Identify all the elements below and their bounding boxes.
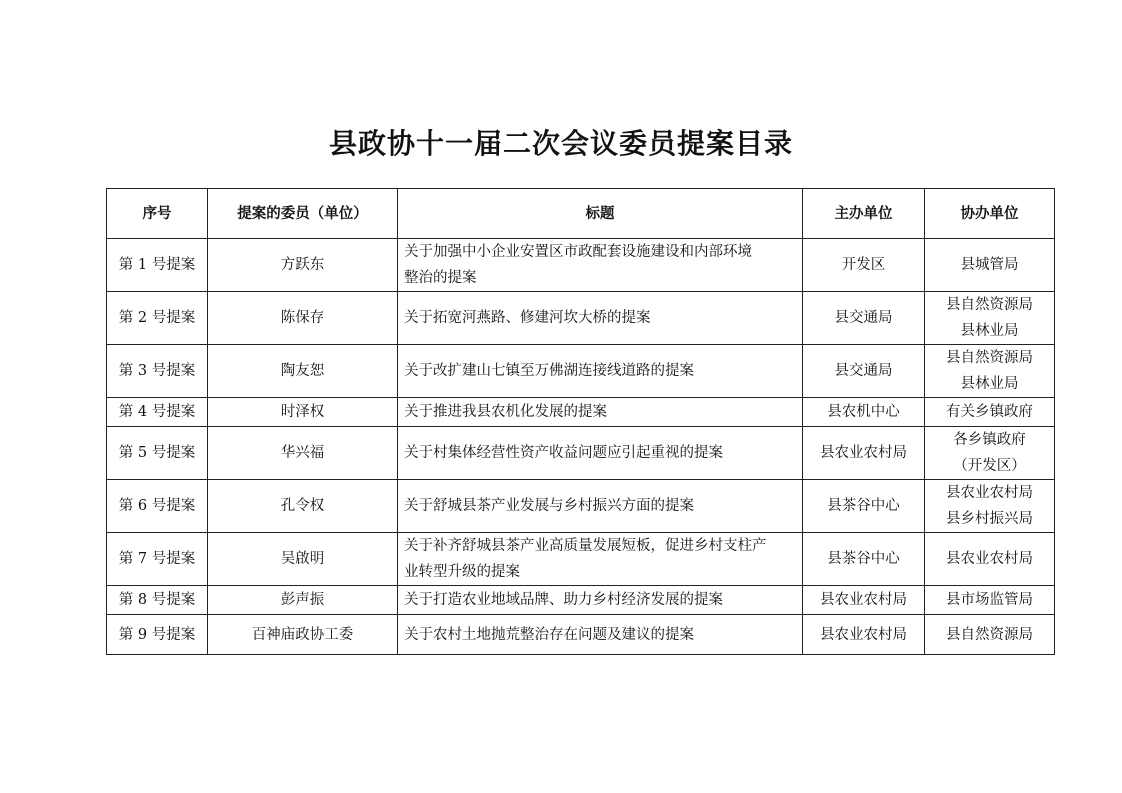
proposal-assist-unit (925, 239, 1055, 292)
proposal-assist-unit (925, 480, 1055, 533)
proposal-member: 彭声振 (208, 586, 398, 615)
proposal-lead-unit: 县农机中心 (803, 398, 925, 427)
assist-unit-line: 县城管局 (960, 257, 1019, 273)
proposal-assist-unit (925, 533, 1055, 586)
table-row (107, 615, 1055, 655)
table-row (107, 239, 1055, 292)
proposal-number: 第 8 号提案 (107, 586, 208, 615)
proposal-lead-unit: 县茶谷中心 (803, 480, 925, 533)
proposal-assist-unit (925, 345, 1055, 398)
assist-unit-line: 县自然资源局 (946, 350, 1033, 366)
table-row (107, 398, 1055, 427)
proposal-assist-unit (925, 398, 1055, 427)
proposal-title (398, 292, 803, 345)
assist-unit-line: 县自然资源局 (946, 297, 1033, 313)
proposal-number: 第 2 号提案 (107, 292, 208, 345)
proposal-number: 第 1 号提案 (107, 239, 208, 292)
header-member: 提案的委员（单位） (208, 189, 398, 239)
header-lead-unit: 主办单位 (803, 189, 925, 239)
proposal-member: 百神庙政协工委 (208, 615, 398, 655)
proposal-assist-unit (925, 586, 1055, 615)
assist-unit-line: 县林业局 (960, 376, 1019, 392)
proposal-lead-unit: 县茶谷中心 (803, 533, 925, 586)
assist-unit-line: 有关乡镇政府 (946, 404, 1033, 420)
assist-unit-line: 县自然资源局 (946, 626, 1033, 643)
proposal-title-line: 关于农村土地抛荒整治存在问题及建议的提案 (404, 626, 694, 643)
proposal-title-line: 关于舒城县茶产业发展与乡村振兴方面的提案 (404, 498, 694, 514)
proposal-member: 陈保存 (208, 292, 398, 345)
proposal-lead-unit: 县交通局 (803, 345, 925, 398)
table-row (107, 292, 1055, 345)
table-row (107, 586, 1055, 615)
assist-unit-line: 县林业局 (960, 323, 1019, 339)
proposal-title (398, 398, 803, 427)
assist-unit-line: （开发区） (953, 458, 1026, 474)
proposal-member: 方跃东 (208, 239, 398, 292)
assist-unit-line: 县农业农村局 (946, 551, 1033, 567)
assist-unit-line: 县农业农村局 (946, 485, 1033, 501)
proposal-number: 第 7 号提案 (107, 533, 208, 586)
proposal-title-line: 关于推进我县农机化发展的提案 (404, 404, 607, 420)
proposal-member: 时泽权 (208, 398, 398, 427)
proposal-member: 吴啟明 (208, 533, 398, 586)
proposal-number: 第 4 号提案 (107, 398, 208, 427)
assist-unit-line: 县乡村振兴局 (946, 511, 1033, 527)
assist-unit-line: 县市场监管局 (946, 592, 1033, 608)
table-row (107, 480, 1055, 533)
proposal-title-line: 整治的提案 (404, 270, 477, 286)
proposal-number: 第 5 号提案 (107, 427, 208, 480)
proposal-title (398, 615, 803, 655)
proposal-title (398, 427, 803, 480)
proposal-lead-unit: 开发区 (803, 239, 925, 292)
proposal-title-line: 关于村集体经营性资产收益问题应引起重视的提案 (404, 445, 723, 461)
assist-unit-line: 各乡镇政府 (953, 432, 1026, 448)
proposal-title-line: 关于加强中小企业安置区市政配套设施建设和内部环境 (404, 244, 752, 260)
proposal-assist-unit (925, 292, 1055, 345)
proposal-title (398, 239, 803, 292)
proposal-title (398, 533, 803, 586)
proposal-number: 第 3 号提案 (107, 345, 208, 398)
proposal-assist-unit (925, 615, 1055, 655)
page-title: 县政协十一届二次会议委员提案目录 (328, 127, 793, 160)
proposal-member: 陶友恕 (208, 345, 398, 398)
table-row (107, 533, 1055, 586)
proposal-table (106, 188, 1055, 655)
header-number: 序号 (107, 189, 208, 239)
proposal-lead-unit: 县农业农村局 (803, 615, 925, 655)
proposal-title-line: 关于改扩建山七镇至万佛湖连接线道路的提案 (404, 363, 694, 379)
proposal-title (398, 586, 803, 615)
proposal-title-line: 业转型升级的提案 (404, 564, 520, 580)
table-row (107, 345, 1055, 398)
proposal-member: 孔令权 (208, 480, 398, 533)
proposal-assist-unit (925, 427, 1055, 480)
proposal-lead-unit: 县农业农村局 (803, 586, 925, 615)
proposal-title (398, 480, 803, 533)
header-title: 标题 (398, 189, 803, 239)
proposal-title-line: 关于补齐舒城县茶产业高质量发展短板，促进乡村支柱产 (404, 538, 767, 554)
proposal-lead-unit: 县农业农村局 (803, 427, 925, 480)
table-row (107, 427, 1055, 480)
header-assist-unit: 协办单位 (925, 189, 1055, 239)
proposal-title-line: 关于拓宽河燕路、修建河坎大桥的提案 (404, 310, 651, 326)
proposal-number: 第 6 号提案 (107, 480, 208, 533)
proposal-title-line: 关于打造农业地域品牌、助力乡村经济发展的提案 (404, 592, 723, 608)
proposal-member: 华兴福 (208, 427, 398, 480)
proposal-number: 第 9 号提案 (107, 615, 208, 655)
proposal-lead-unit: 县交通局 (803, 292, 925, 345)
table-header-row (107, 189, 1055, 239)
proposal-title (398, 345, 803, 398)
